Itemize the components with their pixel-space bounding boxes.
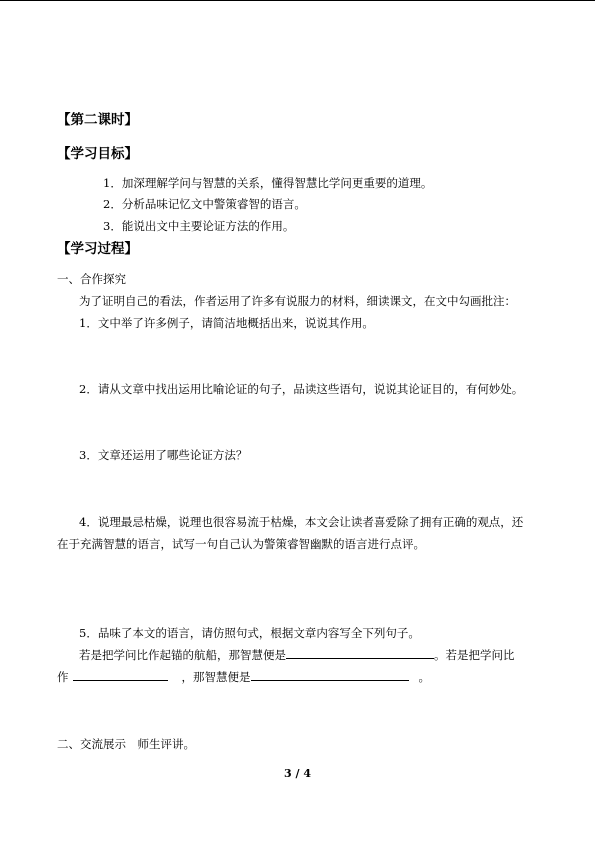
page-number: 3 / 4 xyxy=(284,767,311,780)
fill-text-c: 作 xyxy=(57,670,69,684)
fill-line-2 xyxy=(57,669,430,684)
process-heading: 【学习过程】 xyxy=(57,241,138,257)
goals-heading: 【学习目标】 xyxy=(57,146,138,162)
part2-title: 二、交流展示 师生评讲。 xyxy=(57,737,195,751)
fill-line-1 xyxy=(79,647,515,662)
blank-2[interactable] xyxy=(73,669,168,681)
question-3: 3．文章还运用了哪些论证方法？ xyxy=(79,448,248,462)
part1-intro: 为了证明自己的看法，作者运用了许多有说服力的材料，细读课文，在文中勾画批注： xyxy=(79,294,516,308)
goal-item-3: 3．能说出文中主要论证方法的作用。 xyxy=(103,219,295,233)
goal-item-1: 1．加深理解学问与智慧的关系，懂得智慧比学问更重要的道理。 xyxy=(103,176,433,190)
question-1: 1．文中举了许多例子，请简洁地概括出来，说说其作用。 xyxy=(79,316,374,330)
question-4-line-1: 4．说理最忌枯燥，说理也很容易流于枯燥，本文会让读者喜爱除了拥有正确的观点，还 xyxy=(79,515,524,529)
fill-text-a: 若是把学问比作起锚的航船，那智慧便是 xyxy=(79,648,286,662)
lesson-heading: 【第二课时】 xyxy=(57,112,138,128)
question-4-line-2: 在于充满智慧的语言，试写一句自己认为警策睿智幽默的语言进行点评。 xyxy=(57,537,425,551)
blank-3[interactable] xyxy=(251,669,409,681)
goal-item-2: 2．分析品味记忆文中警策睿智的语言。 xyxy=(103,197,306,211)
page-top-border xyxy=(0,0,595,1)
question-5: 5．品味了本文的语言，请仿照句式，根据文章内容写全下列句子。 xyxy=(79,626,420,640)
fill-text-d: ，那智慧便是 xyxy=(181,670,251,684)
part1-title: 一、合作探究 xyxy=(57,272,126,286)
question-2: 2．请从文章中找出运用比喻论证的句子，品读这些语句，说说其论证目的，有何妙处。 xyxy=(79,382,524,396)
blank-1[interactable] xyxy=(286,647,434,659)
fill-text-b: 。若是把学问比 xyxy=(434,648,515,662)
fill-text-e: 。 xyxy=(418,670,430,684)
